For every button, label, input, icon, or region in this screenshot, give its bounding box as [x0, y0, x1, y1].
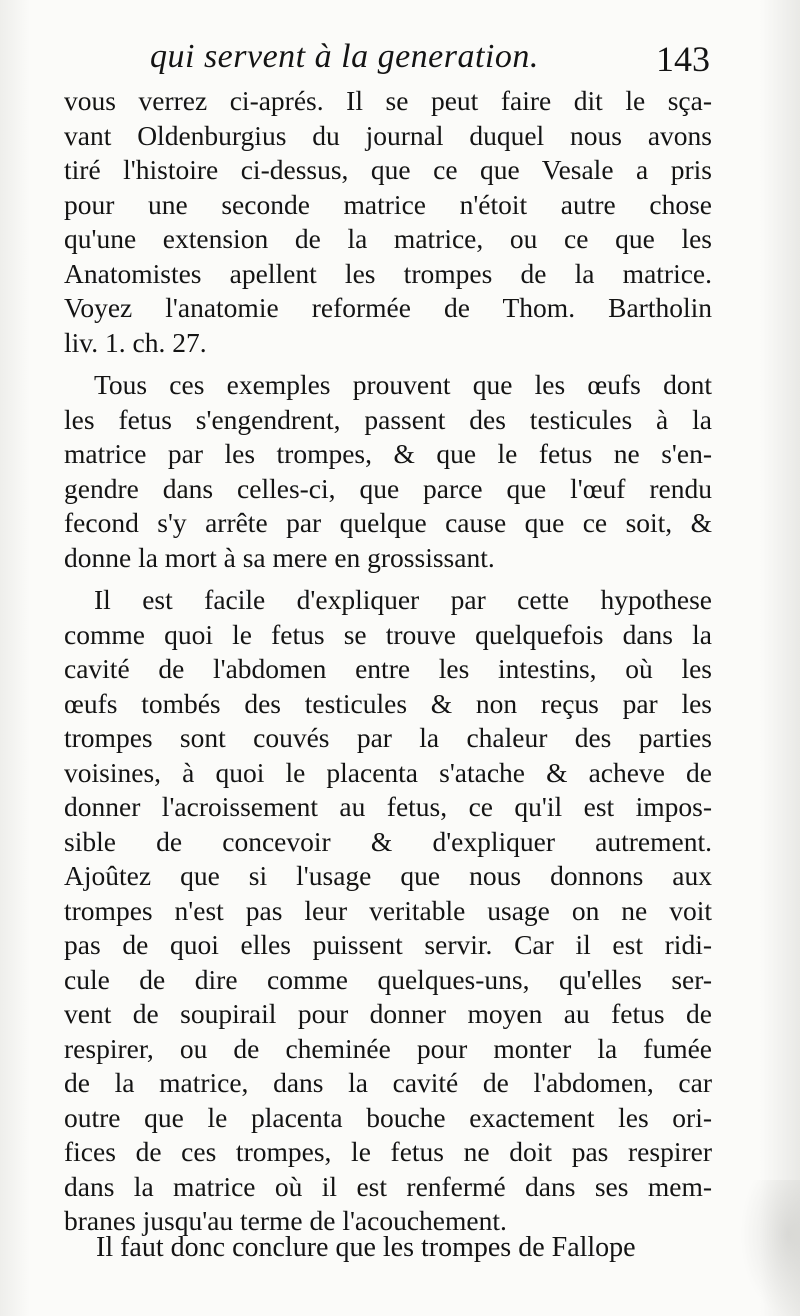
- text-line: vous verrez ci-aprés. Il se peut faire dit le sça-: [64, 85, 712, 116]
- text-line: vant Oldenburgius du journal duquel nous avons: [64, 119, 712, 151]
- text-line: œufs tombés des testicules & non reçus par les: [64, 687, 712, 719]
- text-line: trompes sont couvés par la chaleur des parties: [64, 722, 712, 753]
- text-line: tiré l'histoire ci-dessus, que ce que Vesale a pris: [64, 154, 712, 185]
- paragraph-3: [64, 583, 712, 1239]
- body-text: [64, 84, 712, 1239]
- text-line: les fetus s'engendrent, passent des testicules à la: [64, 403, 712, 435]
- paragraph-2: [64, 368, 712, 575]
- text-line: Tous ces exemples prouvent que les œufs dont: [94, 369, 712, 400]
- text-line: Anatomistes apellent les trompes de la matrice.: [64, 257, 712, 289]
- text-line: Il est facile d'expliquer par cette hypothese: [94, 584, 712, 615]
- text-line: donne la mort à sa mere en grossissant.: [64, 541, 495, 573]
- text-line: voisines, à quoi le placenta s'atache & acheve de: [64, 756, 712, 788]
- text-line: branes jusqu'au terme de l'acouchement.: [64, 1205, 507, 1236]
- page-number: 143: [656, 39, 710, 79]
- page-header: [150, 38, 710, 82]
- text-line: Ajoûtez que si l'usage que nous donnons aux: [64, 860, 712, 891]
- text-line: cule de dire comme quelques-uns, qu'elles ser-: [64, 963, 712, 995]
- paragraph-1: [64, 84, 712, 360]
- text-line: gendre dans celles-ci, que parce que l'œuf rendu: [64, 472, 712, 504]
- text-line: sible de concevoir & d'expliquer autrement.: [64, 825, 712, 857]
- text-line: respirer, ou de cheminée pour monter la fumée: [64, 1032, 712, 1064]
- text-line: pour une seconde matrice n'étoit autre chose: [64, 188, 712, 220]
- text-line: comme quoi le fetus se trouve quelquefois dans la: [64, 618, 712, 650]
- text-line: pas de quoi elles puissent servir. Car il est ridi-: [64, 929, 712, 960]
- text-line: de la matrice, dans la cavité de l'abdomen, car: [64, 1067, 712, 1098]
- text-line: qu'une extension de la matrice, ou ce que les: [64, 223, 712, 254]
- text-line: fices de ces trompes, le fetus ne doit pas respirer: [64, 1136, 712, 1167]
- text-line: dans la matrice où il est renfermé dans ses mem-: [64, 1170, 712, 1202]
- text-line: liv. 1. ch. 27.: [64, 326, 207, 358]
- text-line: outre que le placenta bouche exactement les ori-: [64, 1101, 712, 1133]
- final-line: Il faut donc conclure que les trompes de Fallope: [96, 1232, 636, 1263]
- text-line: fecond s'y arrête par quelque cause que ce soit, &: [64, 507, 712, 538]
- text-line: cavité de l'abdomen entre les intestins, où les: [64, 653, 712, 684]
- text-line: trompes n'est pas leur veritable usage on ne voit: [64, 894, 712, 926]
- text-line: vent de soupirail pour donner moyen au fetus de: [64, 998, 712, 1029]
- page-stain: [740, 1180, 800, 1316]
- text-line: matrice par les trompes, & que le fetus ne s'en-: [64, 438, 712, 469]
- text-line: donner l'acroissement au fetus, ce qu'il est impos-: [64, 791, 712, 822]
- text-line: Voyez l'anatomie reformée de Thom. Bartholin: [64, 292, 712, 323]
- running-head: qui servent à la generation.: [150, 38, 539, 75]
